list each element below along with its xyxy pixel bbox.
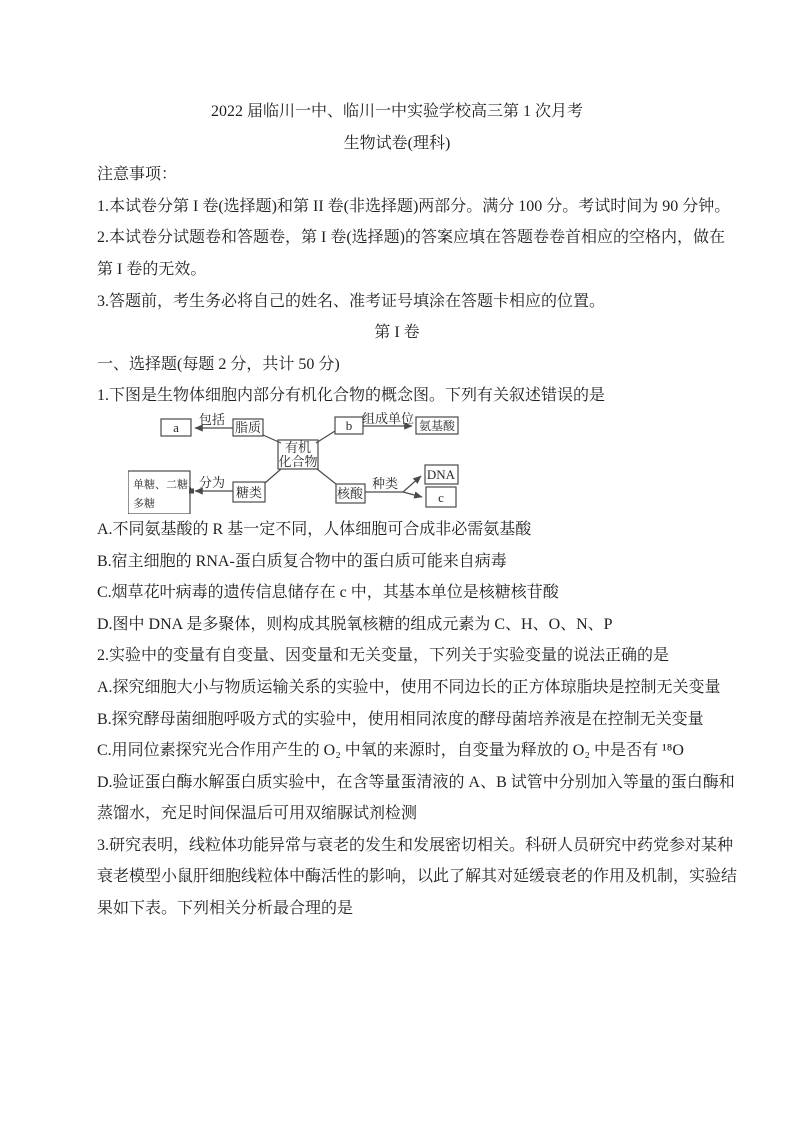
edge-label-divide: 分为 xyxy=(198,474,226,490)
q1-concept-diagram xyxy=(128,412,697,514)
q2-option-c: C.用同位素探究光合作用产生的 O₂ 中氧的来源时，自变量为释放的 O₂ 中是否有 ¹⁸O xyxy=(97,742,684,760)
q3-stem-line-2: 衰老模型小鼠肝细胞线粒体中酶活性的影响，以此了解其对延缓衰老的作用及机制，实验结 xyxy=(97,868,738,886)
edge-branch-dna-arrow xyxy=(403,476,421,492)
q1-stem: 1.下图是生物体细胞内部分有机化合物的概念图。下列有关叙述错误的是 xyxy=(97,387,606,405)
q1-option-a: A.不同氨基酸的 R 基一定不同，人体细胞可合成非必需氨基酸 xyxy=(97,520,532,538)
q1-option-b: B.宿主细胞的 RNA-蛋白质复合物中的蛋白质可能来自病毒 xyxy=(97,552,507,570)
node-label-c: c xyxy=(438,489,444,505)
q2-stem: 2.实验中的变量有自变量、因变量和无关变量，下列关于实验变量的说法正确的是 xyxy=(97,647,670,665)
node-label-lipid: 脂质 xyxy=(234,419,262,435)
node-label-center-line1: 有机 xyxy=(284,439,312,455)
edge-center-sugar xyxy=(265,469,281,483)
edge-center-nucleic xyxy=(317,469,336,484)
q1-option-c: C.烟草花叶病毒的遗传信息储存在 c 中，其基本单位是核糖核苷酸 xyxy=(97,584,559,602)
node-label-saccharides-line2: 多糖 xyxy=(133,497,155,510)
node-label-amino: 氨基酸 xyxy=(418,418,456,433)
exam-subtitle: 生物试卷(理科) xyxy=(343,134,451,152)
document-body xyxy=(97,96,738,925)
node-label-center-line2: 化合物 xyxy=(278,453,318,469)
edge-label-unit: 组成单位 xyxy=(361,411,415,426)
notice-heading: 注意事项： xyxy=(97,166,178,184)
q3-stem-line-3: 果如下表。下列相关分析最合理的是 xyxy=(97,900,354,918)
notice-item-3: 3.答题前，考生务必将自己的姓名、准考证号填涂在答题卡相应的位置。 xyxy=(97,292,606,310)
notice-item-2-line-2: 第 I 卷的无效。 xyxy=(97,260,207,278)
q2-option-d-line-2: 蒸馏水，充足时间保温后可用双缩脲试剂检测 xyxy=(97,805,418,823)
node-label-saccharides-line1: 单糖、二糖、 xyxy=(133,478,199,491)
node-label-dna: DNA xyxy=(426,466,456,482)
q3-stem-line-1: 3.研究表明，线粒体功能异常与衰老的发生和发展密切相关。科研人员研究中药党参对某种 xyxy=(97,836,734,854)
notice-item-1: 1.本试卷分第 I 卷(选择题)和第 II 卷(非选择题)两部分。满分 100 分。考试时间为 90 分钟。 xyxy=(97,197,731,215)
q2-option-d-line-1: D.验证蛋白酶水解蛋白质实验中，在含等量蛋清液的 A、B 试管中分别加入等量的蛋白酶和 xyxy=(97,773,735,791)
node-label-sugar: 糖类 xyxy=(235,484,263,500)
concept-map-svg xyxy=(128,412,468,514)
q2-option-a: A.探究细胞大小与物质运输关系的实验中，使用不同边长的正方体琼脂块是控制无关变量 xyxy=(97,678,721,696)
notice-item-2-line-1: 2.本试卷分试题卷和答题卷，第 I 卷(选择题)的答案应填在答题卷卷首相应的空格内，做在 xyxy=(97,229,725,247)
edge-label-type: 种类 xyxy=(371,475,399,491)
q1-option-d: D.图中 DNA 是多聚体，则构成其脱氧核糖的组成元素为 C、H、O、N、P xyxy=(97,615,613,633)
q2-option-b: B.探究酵母菌细胞呼吸方式的实验中，使用相同浓度的酵母菌培养液是在控制无关变量 xyxy=(97,710,704,728)
edge-center-b xyxy=(316,431,335,443)
node-label-nucleic: 核酸 xyxy=(336,485,364,501)
exam-title: 2022 届临川一中、临川一中实验学校高三第 1 次月考 xyxy=(210,103,583,120)
node-label-a: a xyxy=(173,419,179,435)
section-part-title: 第 I 卷 xyxy=(374,324,420,342)
edge-branch-c-arrow xyxy=(403,492,422,497)
node-label-b: b xyxy=(345,417,353,433)
section-instruction: 一、选择题(每题 2 分，共计 50 分) xyxy=(97,355,340,373)
edge-label-include: 包括 xyxy=(198,411,226,427)
